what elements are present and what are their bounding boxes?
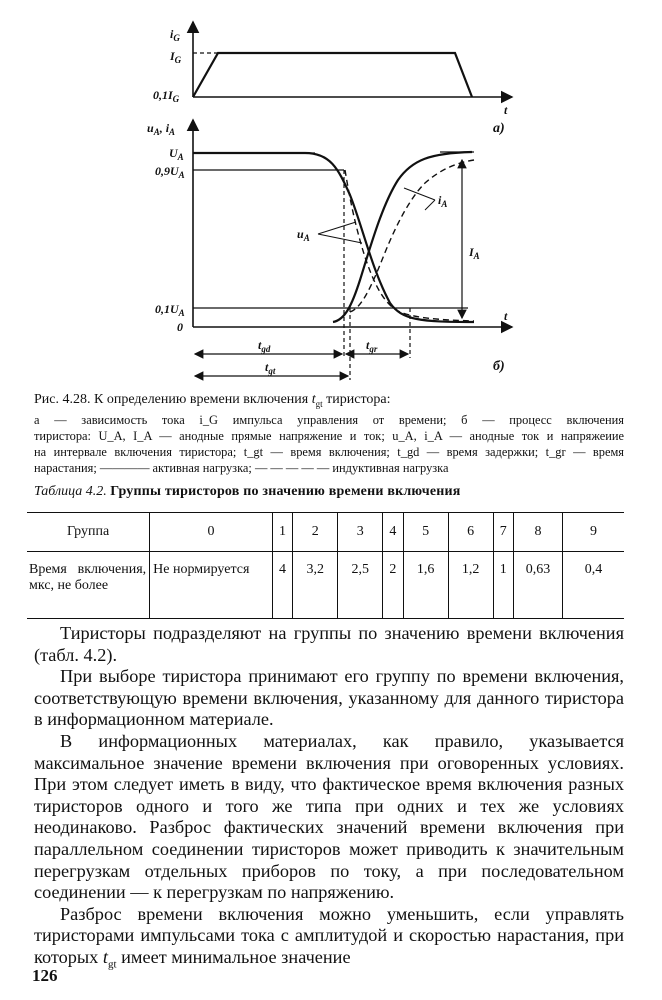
label-part-b: б): [493, 359, 505, 374]
label-tenth-UA: $0,1U_A$: [155, 302, 185, 318]
label-ninety-UA: $0,9U_A$: [155, 164, 185, 180]
row-label: Время включения, мкс, не более: [27, 552, 150, 619]
label-tgr: $t_{gr}$: [366, 338, 378, 354]
header-group-5: 5: [403, 513, 448, 552]
label-ua-ia-axis: $u_A$, $i_A$: [147, 121, 176, 137]
header-group-9: 9: [563, 513, 624, 552]
ia-curve-dashed: [350, 160, 474, 312]
value-group-2: 3,2: [293, 552, 338, 619]
body-text: [34, 623, 624, 976]
header-group-0: 0: [150, 513, 273, 552]
leader-ia-2: [425, 200, 435, 210]
label-IG: $I_G$: [170, 49, 182, 65]
paragraph-2: При выборе тиристора принимают его группу по времени включения, соответствующую времени включения, указанному для данного тиристора в информационном материале.: [34, 666, 624, 730]
label-tgt: $t_{gt}$: [265, 360, 276, 376]
caption-line-1: а — зависимость тока i_G импульса управления от времени; б — процесс включения: [34, 412, 624, 427]
caption-line-2: тиристора: U_A, I_A — анодные прямые напряжение и ток; u_A, i_A — анодные ток и напряжеиие: [34, 428, 624, 443]
label-ua-curve: $u_A$: [297, 227, 310, 243]
value-group-7: 1: [493, 552, 513, 619]
value-group-0: Не нормируется: [150, 552, 273, 619]
label-tgd: $t_{gd}$: [258, 338, 271, 354]
caption-line-3: на интервале включения тиристора; t_gt — время включения; t_gd — время задержки; t_gr — время: [34, 444, 624, 459]
label-ia-curve: $i_A$: [438, 193, 448, 209]
value-group-9: 0,4: [563, 552, 624, 619]
label-t-bottom: t: [504, 309, 508, 323]
caption-title: Рис. 4.28. К определению времени включения $t_{gt}$ тиристора:: [34, 392, 391, 409]
figure-caption: [34, 392, 624, 476]
header-group-2: 2: [293, 513, 338, 552]
paragraph-3: В информационных материалах, как правило, указывается максимальное значение времени включения при оговоренных условиях. При этом следует иметь в виду, что фактическое время включения разных тиристоров одного и того же типа при одних и тех же условиях неодинаково. Разброс фактических значений времени включения при параллельном соединении тиристоров может приводить к значительным перегрузкам отдельных приборов по току, а при последовательном соединении — к перегрузкам по напряжению.: [34, 730, 624, 903]
label-IA: $I_A$: [469, 245, 480, 261]
label-tenth-IG: $0,1I_G$: [153, 88, 180, 104]
leader-ua-2: [318, 234, 362, 243]
caption-line-4: нарастания; ———— активная нагрузка; — — — — — индуктивная нагрузка: [34, 460, 449, 475]
value-group-6: 1,2: [448, 552, 493, 619]
table-title: [34, 484, 461, 500]
paragraph-1: Тиристоры подразделяют на группы по значению времени включения (табл. 4.2).: [34, 623, 624, 665]
thyristor-groups-table: [27, 512, 624, 619]
page-number: 126: [32, 966, 58, 985]
header-group-4: 4: [383, 513, 403, 552]
leader-ua-1: [318, 222, 356, 234]
value-group-3: 2,5: [338, 552, 383, 619]
label-ig-axis: $i_G$: [170, 27, 180, 43]
header-group-8: 8: [514, 513, 563, 552]
value-group-4: 2: [383, 552, 403, 619]
header-group-3: 3: [338, 513, 383, 552]
ia-curve-solid: [333, 152, 472, 322]
panel-b: [193, 120, 512, 380]
value-group-1: 4: [272, 552, 292, 619]
label-part-a: а): [493, 121, 505, 136]
table-header-row: [27, 513, 624, 552]
header-group: Группа: [27, 513, 150, 552]
gate-pulse: [193, 53, 472, 97]
header-group-6: 6: [448, 513, 493, 552]
figure-4-28: [0, 0, 662, 392]
panel-a: [193, 22, 512, 97]
label-UA: $U_A$: [169, 146, 184, 162]
table-label: Таблица 4.2.: [34, 484, 107, 499]
header-group-7: 7: [493, 513, 513, 552]
label-zero: 0: [177, 320, 183, 334]
label-t-top: t: [504, 103, 508, 117]
table-title-text: Группы тиристоров по значению времени включения: [110, 484, 461, 499]
table-row: [27, 552, 624, 619]
paragraph-4: Разброс времени включения можно уменьшить, если управлять тиристорами импульсами тока с амплитудой и скоростью нарастания, при которых $t_{gt}$ имеет минимальное значение: [34, 903, 624, 971]
value-group-8: 0,63: [514, 552, 563, 619]
header-group-1: 1: [272, 513, 292, 552]
value-group-5: 1,6: [403, 552, 448, 619]
